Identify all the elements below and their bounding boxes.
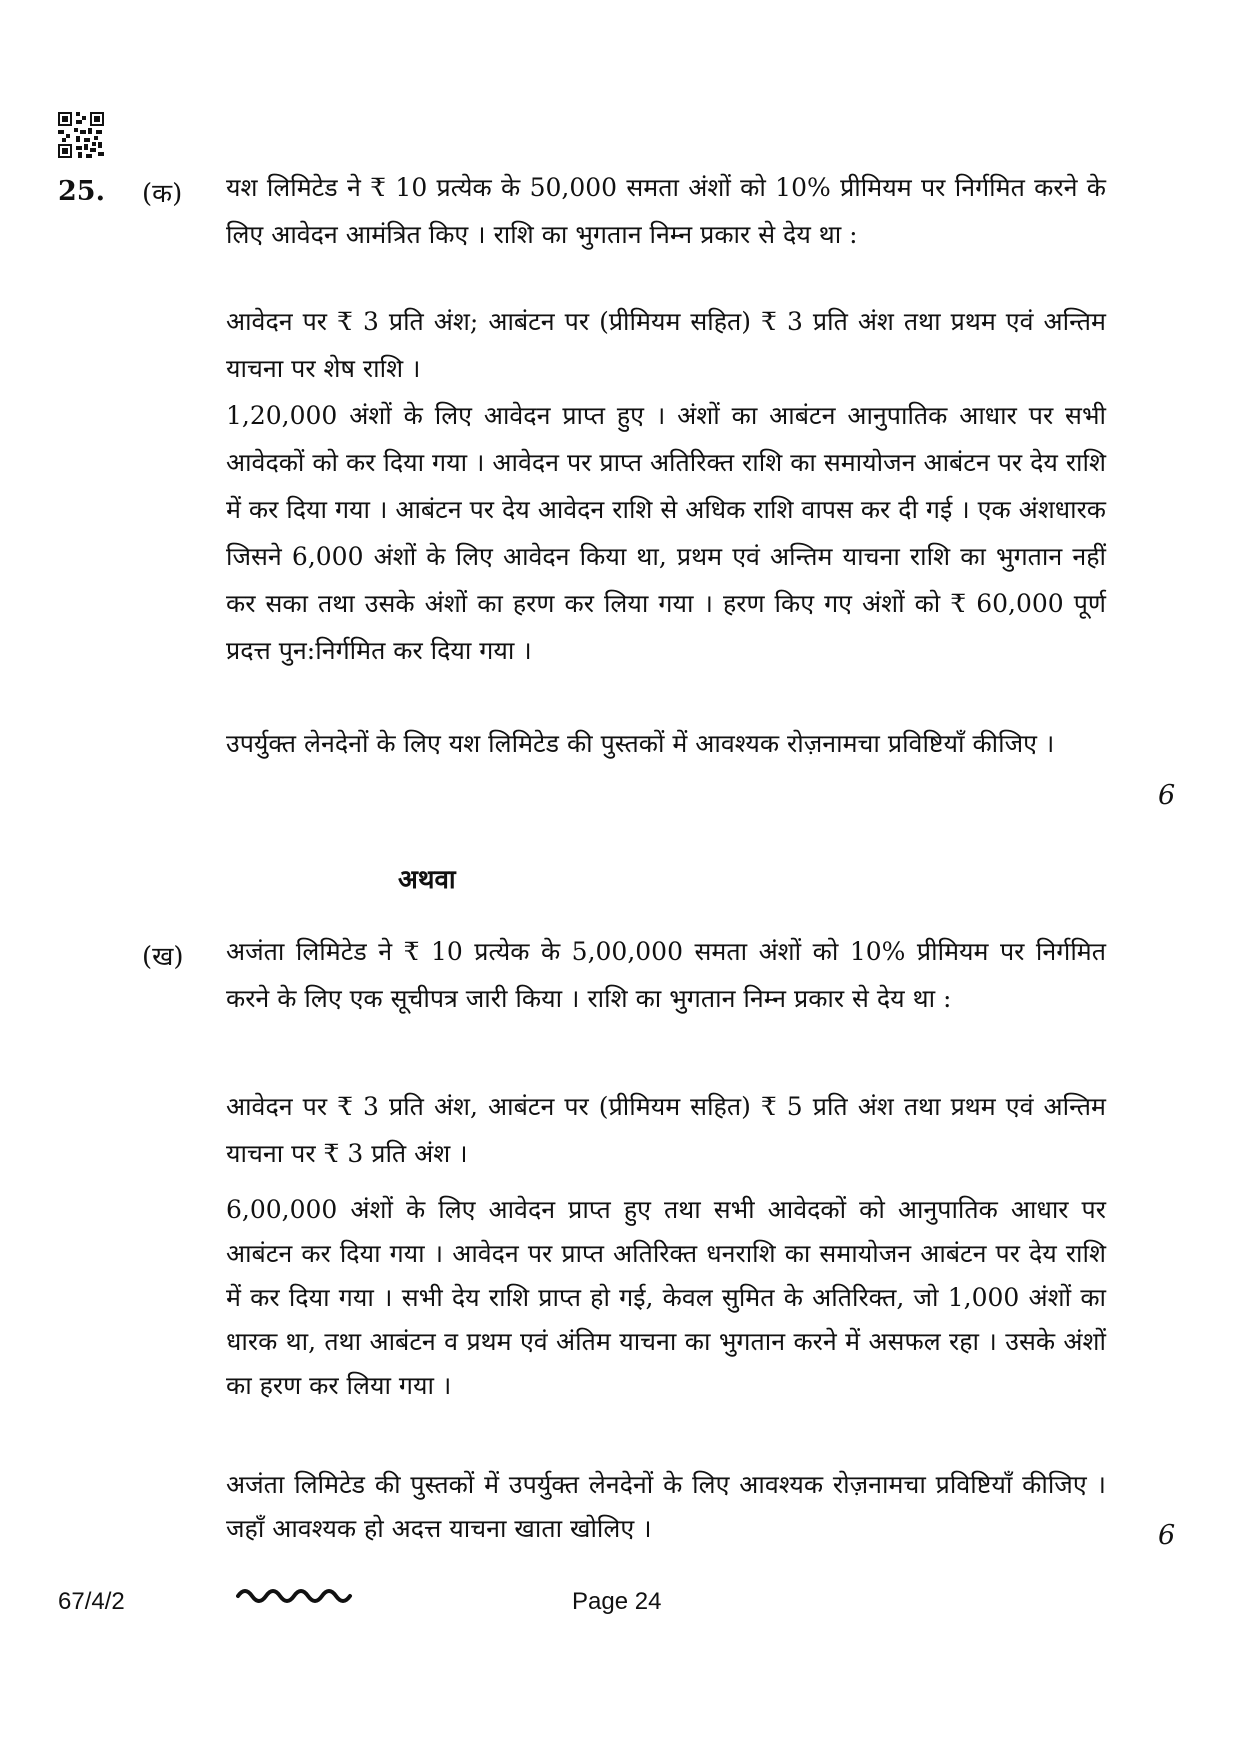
part-b-marks: 6 bbox=[1158, 1520, 1176, 1551]
part-b-label: (ख) bbox=[142, 942, 184, 972]
question-number: 25. bbox=[58, 176, 105, 207]
part-b-para-2: आवेदन पर ₹ 3 प्रति अंश, आबंटन पर (प्रीमियम सहित) ₹ 5 प्रति अंश तथा प्रथम एवं अन्तिम याचना पर ₹ 3 प्रति अंश । bbox=[226, 1092, 1106, 1168]
part-b-para-3: 6,00,000 अंशों के लिए आवेदन प्राप्त हुए तथा सभी आवेदकों को आनुपातिक आधार पर आबंटन कर दिया गया । आवेदन पर प्राप्त अतिरिक्त धनराशि का समायोजन आबंटन पर देय राशि में कर दिया गया । सभी देय राशि प्राप्त हो गई, केवल सुमित के अतिरिक्त, जो 1,000 अंशों का धारक था, तथा आबंटन व प्रथम एवं अंतिम याचना का भुगतान करने में असफल रहा । उसके अंशों का हरण कर लिया गया । bbox=[226, 1195, 1106, 1400]
part-b-para-4: अजंता लिमिटेड की पुस्तकों में उपर्युक्त लेनदेनों के लिए आवश्यक रोज़नामचा प्रविष्टियाँ कीजिए । जहाँ आवश्यक हो अदत्त याचना खाता खोलिए । bbox=[226, 1470, 1106, 1543]
page-number: Page 24 bbox=[572, 1588, 662, 1615]
part-b-para-1: अजंता लिमिटेड ने ₹ 10 प्रत्येक के 5,00,000 समता अंशों को 10% प्रीमियम पर निर्गमित करने के लिए एक सूचीपत्र जारी किया । राशि का भुगतान निम्न प्रकार से देय था : bbox=[226, 937, 1106, 1013]
qr-code-icon bbox=[58, 112, 104, 158]
part-a-marks: 6 bbox=[1158, 780, 1176, 811]
or-divider: अथवा bbox=[398, 865, 456, 895]
tilde-ornament-icon bbox=[236, 1582, 354, 1606]
part-a-para-3: 1,20,000 अंशों के लिए आवेदन प्राप्त हुए । अंशों का आबंटन आनुपातिक आधार पर सभी आवेदकों को कर दिया गया । आवेदन पर प्राप्त अतिरिक्त राशि का समायोजन आबंटन पर देय राशि में कर दिया गया । आबंटन पर देय आवेदन राशि से अधिक राशि वापस कर दी गई । एक अंशधारक जिसने 6,000 अंशों के लिए आवेदन किया था, प्रथम एवं अन्तिम याचना राशि का भुगतान नहीं कर सका तथा उसके अंशों का हरण कर लिया गया । हरण किए गए अंशों को ₹ 60,000 पूर्ण प्रदत्त पुन:निर्गमित कर दिया गया । bbox=[226, 401, 1107, 665]
part-a-para-2: आवेदन पर ₹ 3 प्रति अंश; आबंटन पर (प्रीमियम सहित) ₹ 3 प्रति अंश तथा प्रथम एवं अन्तिम याचना पर शेष राशि । bbox=[226, 307, 1106, 383]
paper-code: 67/4/2 bbox=[58, 1588, 125, 1615]
part-a-label: (क) bbox=[142, 179, 183, 209]
part-a-para-4: उपर्युक्त लेनदेनों के लिए यश लिमिटेड की पुस्तकों में आवश्यक रोज़नामचा प्रविष्टियाँ कीजिए । bbox=[226, 729, 1055, 758]
part-a-para-1: यश लिमिटेड ने ₹ 10 प्रत्येक के 50,000 समता अंशों को 10% प्रीमियम पर निर्गमित करने के लिए आवेदन आमंत्रित किए । राशि का भुगतान निम्न प्रकार से देय था : bbox=[226, 173, 1106, 249]
